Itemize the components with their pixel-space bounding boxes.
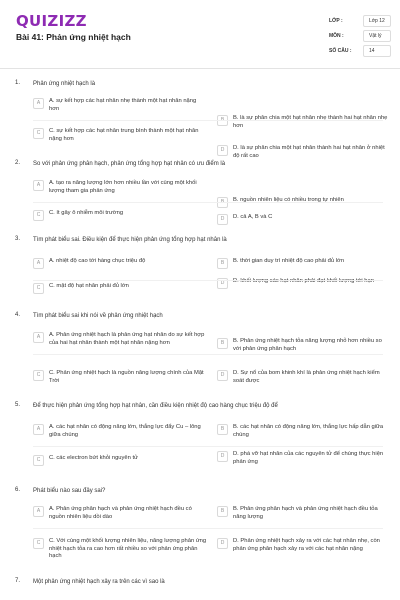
question-text: Để thực hiện phản ứng tổng hợp hạt nhân, cần điều kiện nhiệt độ cao hàng chục triệu độ để [33, 403, 278, 409]
option-text: A. các hạt nhân có động năng lớn, thắng lực đẩy Cu – lông giữa chúng [49, 424, 201, 438]
question-number: 2. [15, 160, 21, 166]
option-letter-badge: C [33, 210, 44, 221]
question-text: Một phản ứng nhiệt hạch xảy ra trên các vì sao là [33, 579, 165, 585]
option-text: C. sự kết hợp các hạt nhân trung bình thành một hạt nhân nặng hơn [49, 128, 199, 142]
question-text: Tìm phát biểu sai khi nói về phản ứng nhiệt hạch [33, 313, 163, 319]
option-letter-badge: A [33, 506, 44, 517]
question-text: Phản ứng nhiệt hạch là [33, 81, 96, 87]
question-number: 4. [15, 312, 21, 318]
question-text: So với phản ứng phân hạch, phản ứng tổng hợp hạt nhân có ưu điểm là [33, 161, 226, 167]
option-text: A. nhiệt độ cao tới hàng chục triệu độ [49, 258, 146, 264]
option-text: C. Với cùng một khối lượng nhiên liệu, năng lượng phản ứng nhiệt hạch tỏa ra cao hơn rất nhiều so với phản ứng phân hạch [49, 538, 207, 559]
meta-class-label: LỚP : [329, 18, 343, 24]
meta-subject-value: Vật lý [369, 33, 382, 39]
option-letter-badge: D [217, 370, 228, 381]
option-letter-badge: A [33, 424, 44, 435]
option-text: D. khối lượng các hạt nhân phải đạt khối lượng tới hạn [233, 278, 374, 284]
option-letter-badge: C [33, 370, 44, 381]
option-text: D. phá vỡ hạt nhân của các nguyên tử để chúng thực hiện phản ứng [233, 451, 384, 465]
option-text: D. Phản ứng nhiệt hạch xảy ra với các hạt nhân nhẹ, còn phản ứng phân hạch xảy ra với các hạt nhân nặng [233, 538, 380, 552]
option-letter-badge: D [217, 538, 228, 549]
question-number: 3. [15, 236, 21, 242]
option-row-divider [33, 446, 383, 447]
option-text: A. Phản ứng phân hạch và phản ứng nhiệt hạch đều có nguồn nhiên liệu dồi dào [49, 506, 192, 520]
option-letter-badge: B [217, 338, 228, 349]
worksheet-header [0, 0, 400, 66]
option-letter-badge: B [217, 197, 228, 208]
option-letter-badge: C [33, 538, 44, 549]
question-text: Tìm phát biểu sai. Điều kiện để thực hiện phản ứng tổng hợp hạt nhân là [33, 237, 227, 243]
meta-subject-label: MÔN : [329, 33, 344, 39]
option-text: A. Phản ứng nhiệt hạch là phản ứng hạt nhân do sự kết hợp của hai hạt nhân thành một hạt nhân nặng hơn [49, 332, 205, 346]
header-divider [0, 68, 400, 69]
option-letter-badge: B [217, 506, 228, 517]
option-letter-badge: B [217, 115, 228, 126]
option-text: B. là sự phân chia một hạt nhân nhẹ thành hai hạt nhân nhẹ hơn [233, 115, 388, 129]
option-text: C. Phản ứng nhiệt hạch là nguồn năng lượng chính của Mặt Trời [49, 370, 204, 384]
option-text: A. sự kết hợp các hạt nhân nhẹ thành một hạt nhân nặng hơn [49, 98, 197, 112]
option-text: C. mật độ hạt nhân phải đủ lớn [49, 283, 129, 289]
option-text: B. Phản ứng phân hạch và phản ứng nhiệt hạch đều tỏa năng lượng [233, 506, 378, 520]
option-letter-badge: D [217, 451, 228, 462]
meta-count-label: SỐ CÂU : [329, 48, 352, 54]
option-letter-badge: C [33, 283, 44, 294]
question-text: Phát biểu nào sau đây sai? [33, 488, 106, 494]
option-letter-badge: A [33, 332, 44, 343]
question-number: 6. [15, 487, 21, 493]
option-text: C. các electron bứt khỏi nguyên tử [49, 455, 138, 461]
option-row-divider [33, 354, 383, 355]
option-row-divider [33, 120, 383, 121]
option-text: B. thời gian duy trì nhiệt độ cao phải đủ lớn [233, 258, 345, 264]
option-letter-badge: C [33, 455, 44, 466]
quizizz-logo: QUIZIZZ [16, 12, 87, 30]
option-text: B. các hạt nhân có động năng lớn, thắng lực hấp dẫn giữa chúng [233, 424, 384, 438]
option-row-divider [33, 280, 383, 281]
option-letter-badge: A [33, 180, 44, 191]
option-text: A. tạo ra năng lượng lớn hơn nhiều lần với cùng một khối lượng tham gia phản ứng [49, 180, 197, 194]
option-text: D. là sự phân chia một hạt nhân thành hai hạt nhân ở nhiệt độ rất cao [233, 145, 385, 159]
question-number: 7. [15, 578, 21, 584]
option-letter-badge: D [217, 214, 228, 225]
option-letter-badge: A [33, 98, 44, 109]
meta-class-value: Lớp 12 [369, 18, 385, 24]
option-letter-badge: A [33, 258, 44, 269]
worksheet-title: Bài 41: Phản ứng nhiệt hạch [16, 32, 131, 42]
option-letter-badge: D [217, 145, 228, 156]
option-letter-badge: C [33, 128, 44, 139]
question-number: 1. [15, 80, 21, 86]
option-row-divider [33, 528, 383, 529]
option-text: C. ít gây ô nhiễm môi trường [49, 210, 124, 216]
option-text: B. nguồn nhiên liệu có nhiều trong tự nhiên [233, 197, 344, 203]
option-row-divider [33, 202, 383, 203]
option-text: D. Sự nổ của bom khinh khí là phản ứng nhiệt hạch kiểm soát được [233, 370, 380, 384]
option-letter-badge: D [217, 278, 228, 289]
option-text: D. cả A, B và C [233, 214, 273, 220]
meta-count-value: 14 [369, 48, 375, 54]
question-number: 5. [15, 402, 21, 408]
option-letter-badge: B [217, 424, 228, 435]
option-letter-badge: B [217, 258, 228, 269]
option-text: B. Phản ứng nhiệt hạch tỏa năng lượng nhỏ hơn nhiều so với phản ứng phân hạch [233, 338, 382, 352]
